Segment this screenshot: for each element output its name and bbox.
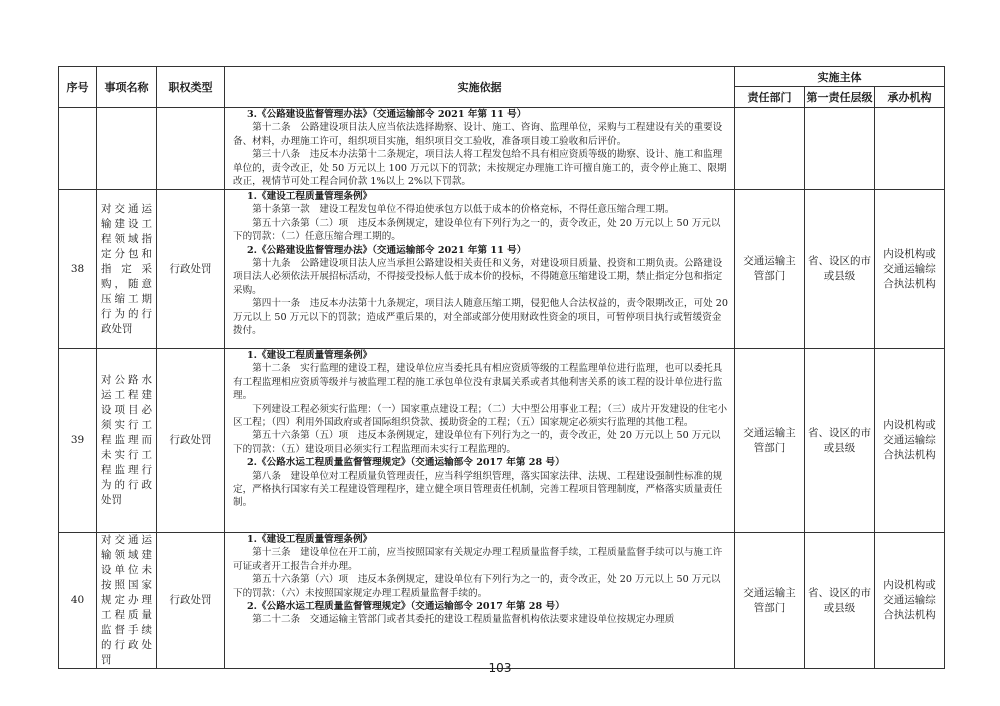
law-title: 2.《公路水运工程质量监督管理规定》（交通运输部令 2017 年第 28 号） bbox=[247, 601, 565, 613]
implementation-basis bbox=[225, 108, 735, 190]
row-number: 40 bbox=[59, 533, 97, 669]
law-clause: 下列建设工程必须实行监理：（一）国家重点建设工程；（二）大中型公用事业工程；（三）成片开发建设的住宅小区工程；（四）利用外国政府或者国际组织贷款、援助资金的工程；（五）国家规定必须实行监理的其他工程。 bbox=[233, 403, 728, 429]
table-row bbox=[59, 190, 945, 349]
header-type: 职权类型 bbox=[157, 67, 225, 108]
responsibility-level: 省、设区的市或县级 bbox=[805, 190, 875, 349]
item-name: 对公路水运工程建设项目必须实行工程监理而未实行工程监理行为的行政处罚 bbox=[97, 349, 157, 533]
law-clause: 第五十六条第（二）项 违反本条例规定，建设单位有下列行为之一的，责令改正，处 20 万元以上 50 万元以下的罚款：（二）任意压缩合理工期的。 bbox=[233, 217, 721, 243]
header-level: 第一责任层级 bbox=[805, 87, 875, 108]
row-number: 39 bbox=[59, 349, 97, 533]
table-row bbox=[59, 108, 945, 190]
law-title: 2.《公路水运工程质量监督管理规定》（交通运输部令 2017 年第 28 号） bbox=[247, 457, 565, 469]
responsible-dept: 交通运输主管部门 bbox=[735, 349, 805, 533]
implementation-basis bbox=[225, 533, 735, 669]
item-name bbox=[97, 108, 157, 190]
row-number bbox=[59, 108, 97, 190]
handling-org bbox=[875, 108, 945, 190]
law-clause: 第二十二条 交通运输主管部门或者其委托的建设工程质量监督机构依法要求建设单位按规定办理质 bbox=[252, 614, 675, 626]
law-clause: 第三十八条 违反本办法第十二条规定，项目法人将工程发包给不具有相应资质等级的勘察、设计、施工和监理单位的，责令改正，处 50 万元以上 100 万元以下的罚款；未按规定办理施工许可擅自施工的，责令停止施工、限期改正，视情节可处工程合同价款 1%以上 2%以下罚款。 bbox=[233, 149, 727, 188]
law-clause: 第八条 建设单位对工程质量负管理责任，应当科学组织管理，落实国家法律、法规、工程建设强制性标准的规定，严格执行国家有关工程建设管理程序，建立健全项目管理责任机制，完善工程项目管理制度，严格落实质量责任制。 bbox=[233, 470, 723, 509]
authority-type: 行政处罚 bbox=[157, 349, 225, 533]
page-number: 103 bbox=[488, 661, 512, 675]
law-title: 2.《公路建设监督管理办法》（交通运输部令 2021 年第 11 号） bbox=[247, 244, 527, 256]
implementation-table bbox=[58, 66, 945, 669]
implementation-basis bbox=[225, 190, 735, 349]
table-row bbox=[59, 349, 945, 533]
law-title: 1.《建设工程质量管理条例》 bbox=[247, 534, 373, 545]
law-clause: 第五十六条第（六）项 违反本条例规定，建设单位有下列行为之一的，责令改正，处 20 万元以上 50 万元以下的罚款：（六）未按照国家规定办理工程质量监督手续的。 bbox=[233, 574, 721, 599]
law-title: 3.《公路建设监督管理办法》（交通运输部令 2021 年第 11 号） bbox=[247, 109, 527, 120]
item-name: 对交通运输建设工程领域指定分包和指定采购，随意压缩工期行为的行政处罚 bbox=[97, 190, 157, 349]
responsibility-level: 省、设区的市或县级 bbox=[805, 533, 875, 669]
responsible-dept bbox=[735, 108, 805, 190]
responsible-dept: 交通运输主管部门 bbox=[735, 190, 805, 349]
header-basis: 实施依据 bbox=[225, 67, 735, 108]
law-clause: 第十九条 公路建设项目法人应当承担公路建设相关责任和义务，对建设项目质量、投资和工期负责。公路建设项目法人必须依法开展招标活动，不得接受投标人低于成本价的投标，不得随意压缩建设工期，禁止指定分包和指定采购。 bbox=[233, 258, 723, 296]
header-item-name: 事项名称 bbox=[97, 67, 157, 108]
law-clause: 第四十一条 违反本办法第十九条规定，项目法人随意压缩工期，侵犯他人合法权益的，责令限期改正，可处 20 万元以上 50 万元以下的罚款；造成严重后果的，对全部或部分使用财政性资金的项目，可暂停项目执行或暂缓资金拨付。 bbox=[233, 298, 728, 337]
authority-type: 行政处罚 bbox=[157, 533, 225, 669]
table-row bbox=[59, 533, 945, 669]
responsibility-level bbox=[805, 108, 875, 190]
header-seq: 序号 bbox=[59, 67, 97, 108]
handling-org: 内设机构或交通运输综合执法机构 bbox=[875, 533, 945, 669]
law-clause: 第十二条 公路建设项目法人应当依法选择勘察、设计、施工、咨询、监理单位，采购与工程建设有关的重要设备、材料，办理施工许可，组织项目实施，组织项目交工验收，准备项目竣工验收和后评价。 bbox=[233, 122, 723, 147]
row-number: 38 bbox=[59, 190, 97, 349]
implementation-basis bbox=[225, 349, 735, 533]
item-name: 对交通运输领域建设单位未按照国家规定办理工程质量监督手续的行政处罚 bbox=[97, 533, 157, 669]
header-dept: 责任部门 bbox=[735, 87, 805, 108]
law-clause: 第十三条 建设单位在开工前，应当按照国家有关规定办理工程质量监督手续，工程质量监督手续可以与施工许可证或者开工报告合并办理。 bbox=[233, 547, 723, 572]
law-clause: 第五十六条第（五）项 违反本条例规定，建设单位有下列行为之一的，责令改正，处 20 万元以上 50 万元以下的罚款：（五）建设项目必须实行工程监理而未实行工程监理的。 bbox=[233, 430, 721, 455]
law-title: 1.《建设工程质量管理条例》 bbox=[247, 350, 373, 361]
law-clause: 第十条第一款 建设工程发包单位不得迫使承包方以低于成本的价格竞标，不得任意压缩合理工期。 bbox=[252, 204, 675, 216]
authority-type: 行政处罚 bbox=[157, 190, 225, 349]
header-subject: 实施主体 bbox=[735, 67, 945, 87]
header-org: 承办机构 bbox=[875, 87, 945, 108]
responsible-dept: 交通运输主管部门 bbox=[735, 533, 805, 669]
document-page bbox=[58, 66, 944, 669]
handling-org: 内设机构或交通运输综合执法机构 bbox=[875, 349, 945, 533]
authority-type bbox=[157, 108, 225, 190]
handling-org: 内设机构或交通运输综合执法机构 bbox=[875, 190, 945, 349]
law-title: 1.《建设工程质量管理条例》 bbox=[247, 191, 373, 202]
law-clause: 第十二条 实行监理的建设工程，建设单位应当委托具有相应资质等级的工程监理单位进行监理，也可以委托具有工程监理相应资质等级并与被监理工程的施工承包单位没有隶属关系或者其他利害关系的该工程的设计单位进行监理。 bbox=[233, 363, 723, 402]
responsibility-level: 省、设区的市或县级 bbox=[805, 349, 875, 533]
